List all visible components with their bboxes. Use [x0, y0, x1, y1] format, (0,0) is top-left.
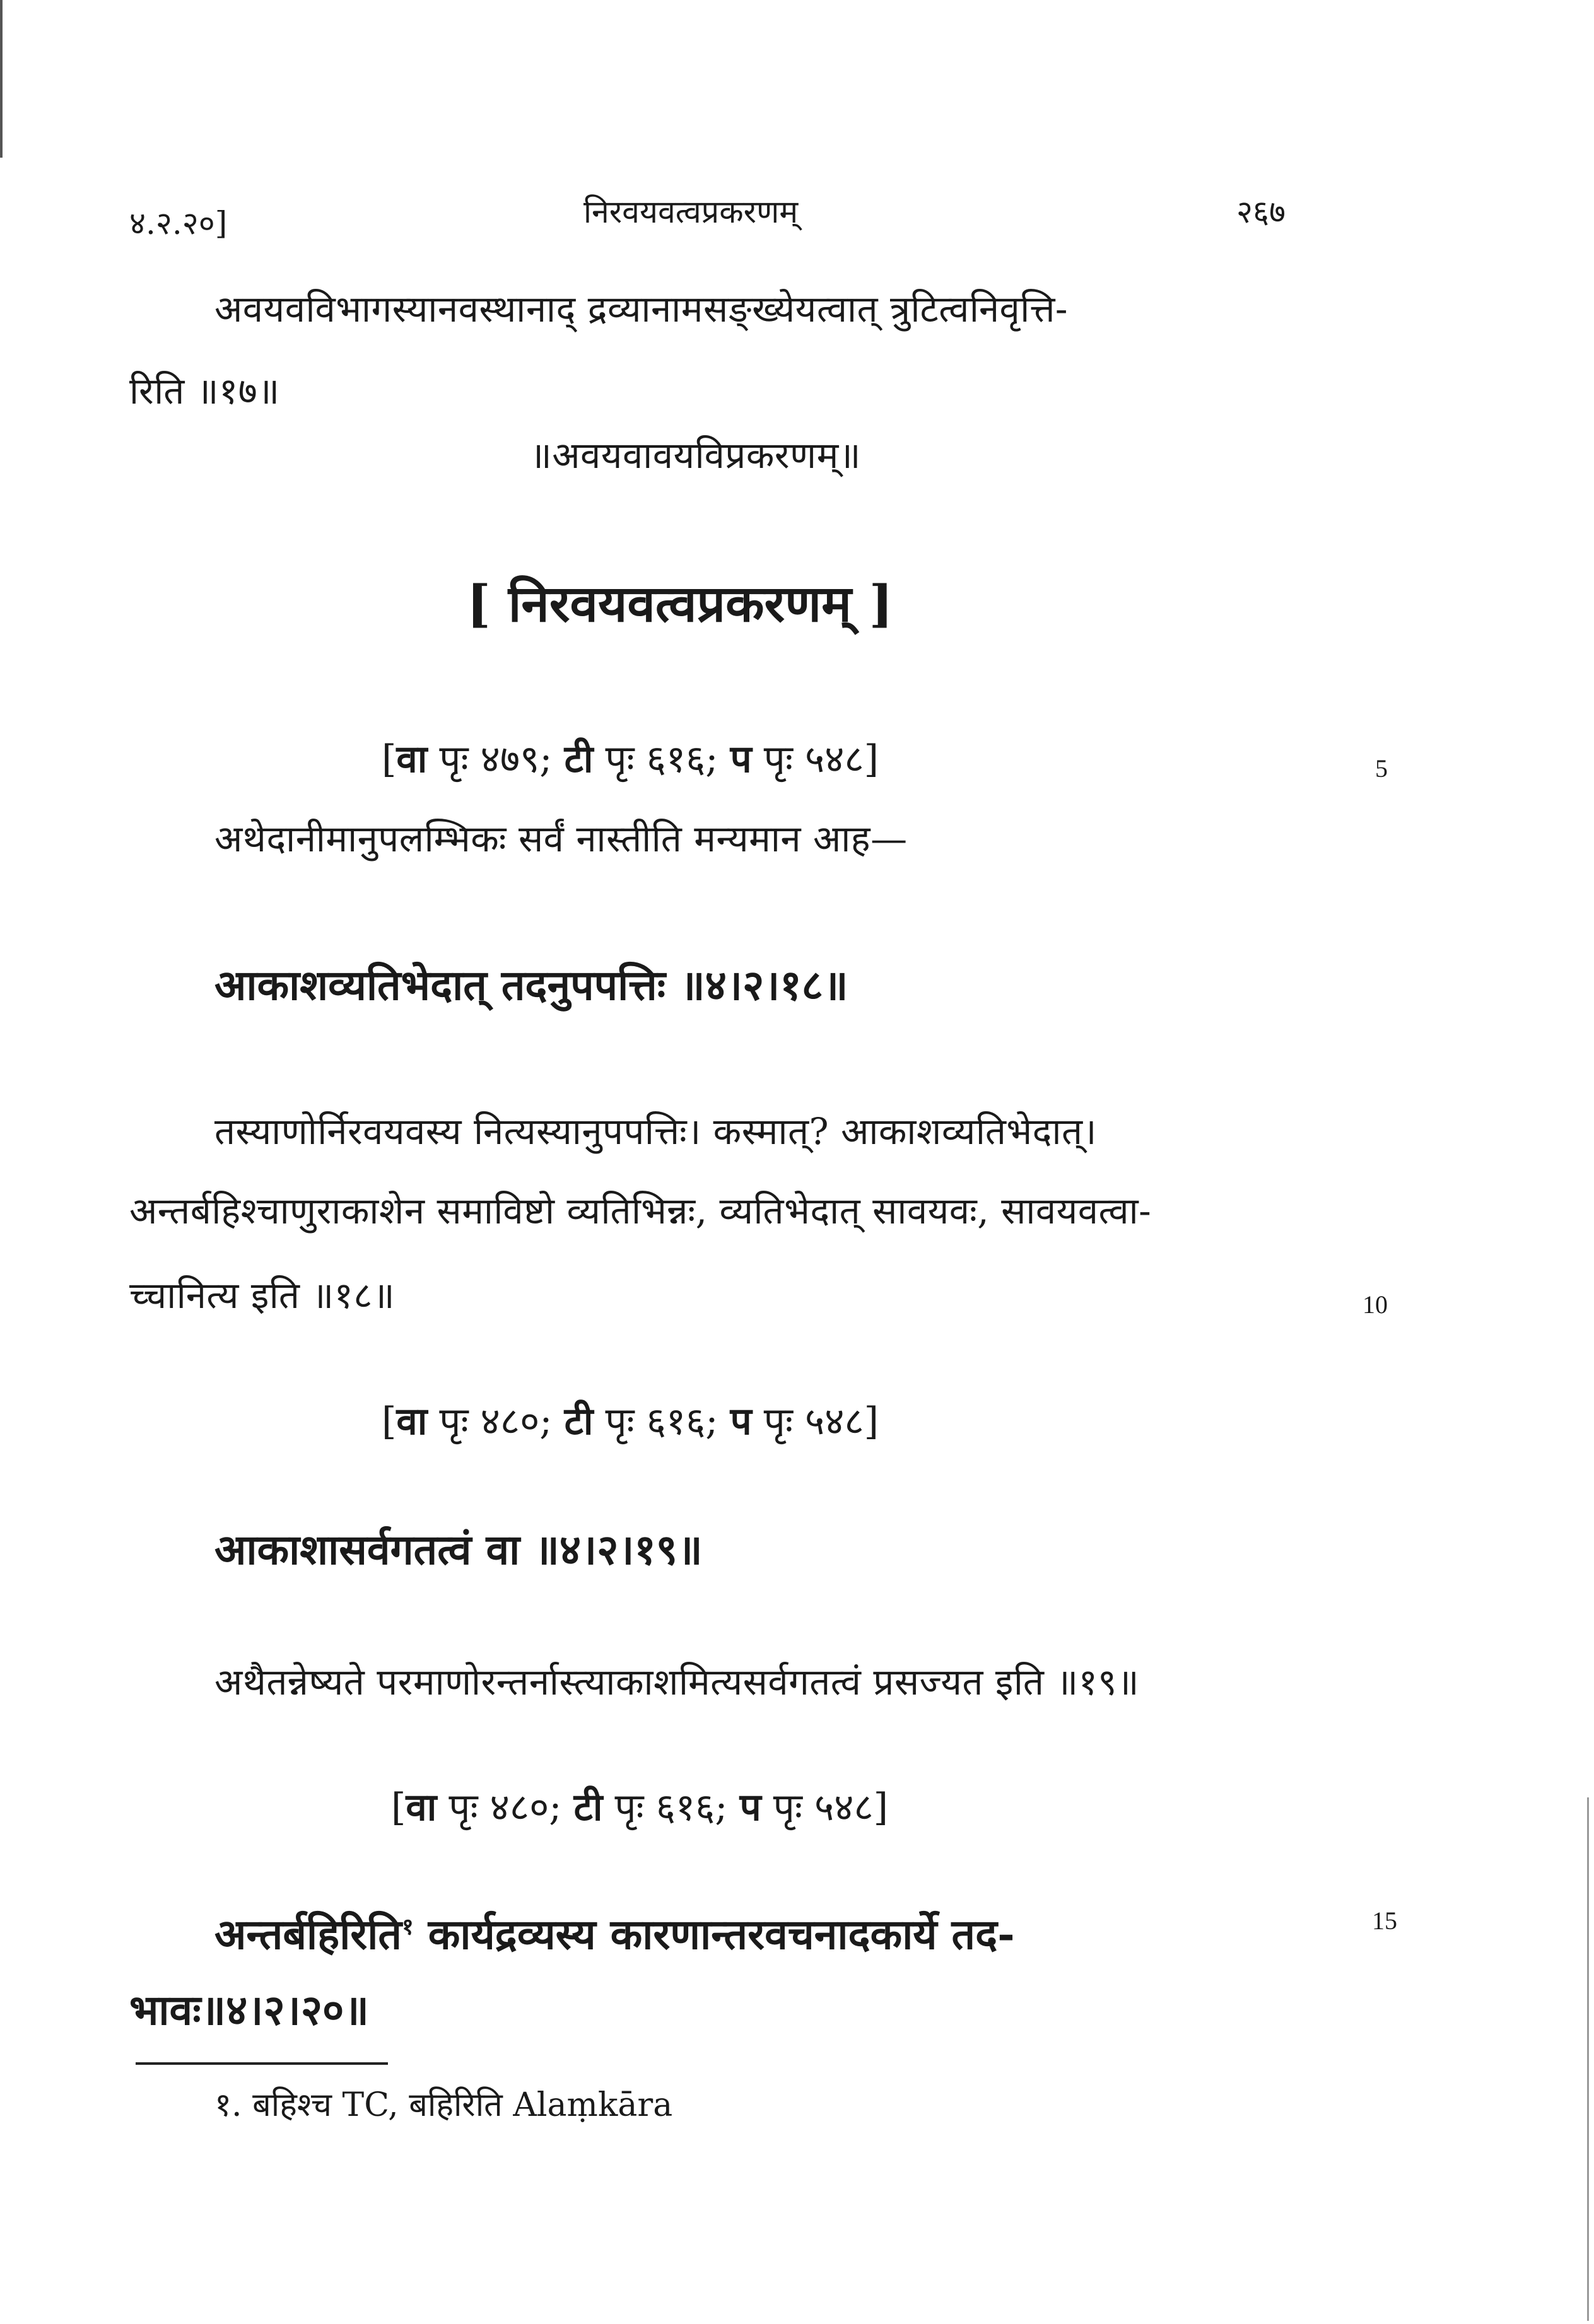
- line-number-10: 10: [1363, 1290, 1388, 1319]
- header-page-number: २६७: [1236, 194, 1286, 230]
- scan-edge-mark: [0, 0, 3, 158]
- line-number-5: 5: [1375, 754, 1388, 783]
- header-left: ४.२.२०]: [129, 205, 228, 242]
- reference-line-3: [वा पृः ४८०; टी पृः ६१६; प पृः ५४८]: [391, 1785, 889, 1830]
- scan-right-edge: [1587, 1797, 1589, 2321]
- footnote: १. बहिश्च TC, बहिरिति Alaṃkāra: [214, 2086, 673, 2124]
- line-number-15: 15: [1372, 1906, 1397, 1935]
- sutra-20-line1: अन्तर्बहिरिति$^१$ कार्यद्रव्यस्य कारणान्तरवचनादकार्ये तद-: [214, 1910, 1015, 1959]
- section-title: [ निरवयवत्वप्रकरणम् ]: [467, 574, 893, 633]
- sutra-20-line2: भावः॥४।२।२०॥: [129, 1985, 369, 2035]
- header-title: निरवयवत्वप्रकरणम्: [583, 194, 799, 230]
- footnote-marker: १: [402, 1913, 414, 1940]
- commentary-18-line2: अन्तर्बहिश्चाणुराकाशेन समाविष्टो व्यतिभिन्नः, व्यतिभेदात् सावयवः, सावयवत्वा-: [129, 1189, 1152, 1232]
- sutra-18: आकाशव्यतिभेदात् तदनुपपत्तिः ॥४।२।१८॥: [214, 961, 848, 1010]
- footnote-rule: [136, 2062, 388, 2065]
- prev-commentary-line2: रिति ॥१७॥: [129, 370, 280, 412]
- reference-line-1: [वा पृः ४७९; टी पृः ६१६; प पृः ५४८]: [382, 737, 879, 781]
- commentary-19: अथैतन्नेष्यते परमाणोरन्तर्नास्त्याकाशमित्यसर्वगतत्वं प्रसज्यत इति ॥१९॥: [214, 1661, 1140, 1703]
- sutra-19: आकाशासर्वगतत्वं वा ॥४।२।१९॥: [214, 1525, 703, 1574]
- commentary-18-line1: तस्याणोर्निरवयवस्य नित्यस्यानुपपत्तिः। कस्मात्? आकाशव्यतिभेदात्।: [214, 1110, 1098, 1153]
- intro-line: अथेदानीमानुपलम्भिकः सर्वं नास्तीति मन्यमान आह—: [214, 817, 908, 860]
- reference-line-2: [वा पृः ४८०; टी पृः ६१६; प पृः ५४८]: [382, 1399, 879, 1444]
- commentary-18-line3: च्चानित्य इति ॥१८॥: [129, 1274, 396, 1317]
- prev-commentary-line1: अवयवविभागस्यानवस्थानाद् द्रव्यानामसङ्ख्येयत्वात् त्रुटित्वनिवृत्ति-: [214, 288, 1069, 330]
- prev-section-closing: ॥अवयवावयविप्रकरणम्॥: [530, 434, 861, 477]
